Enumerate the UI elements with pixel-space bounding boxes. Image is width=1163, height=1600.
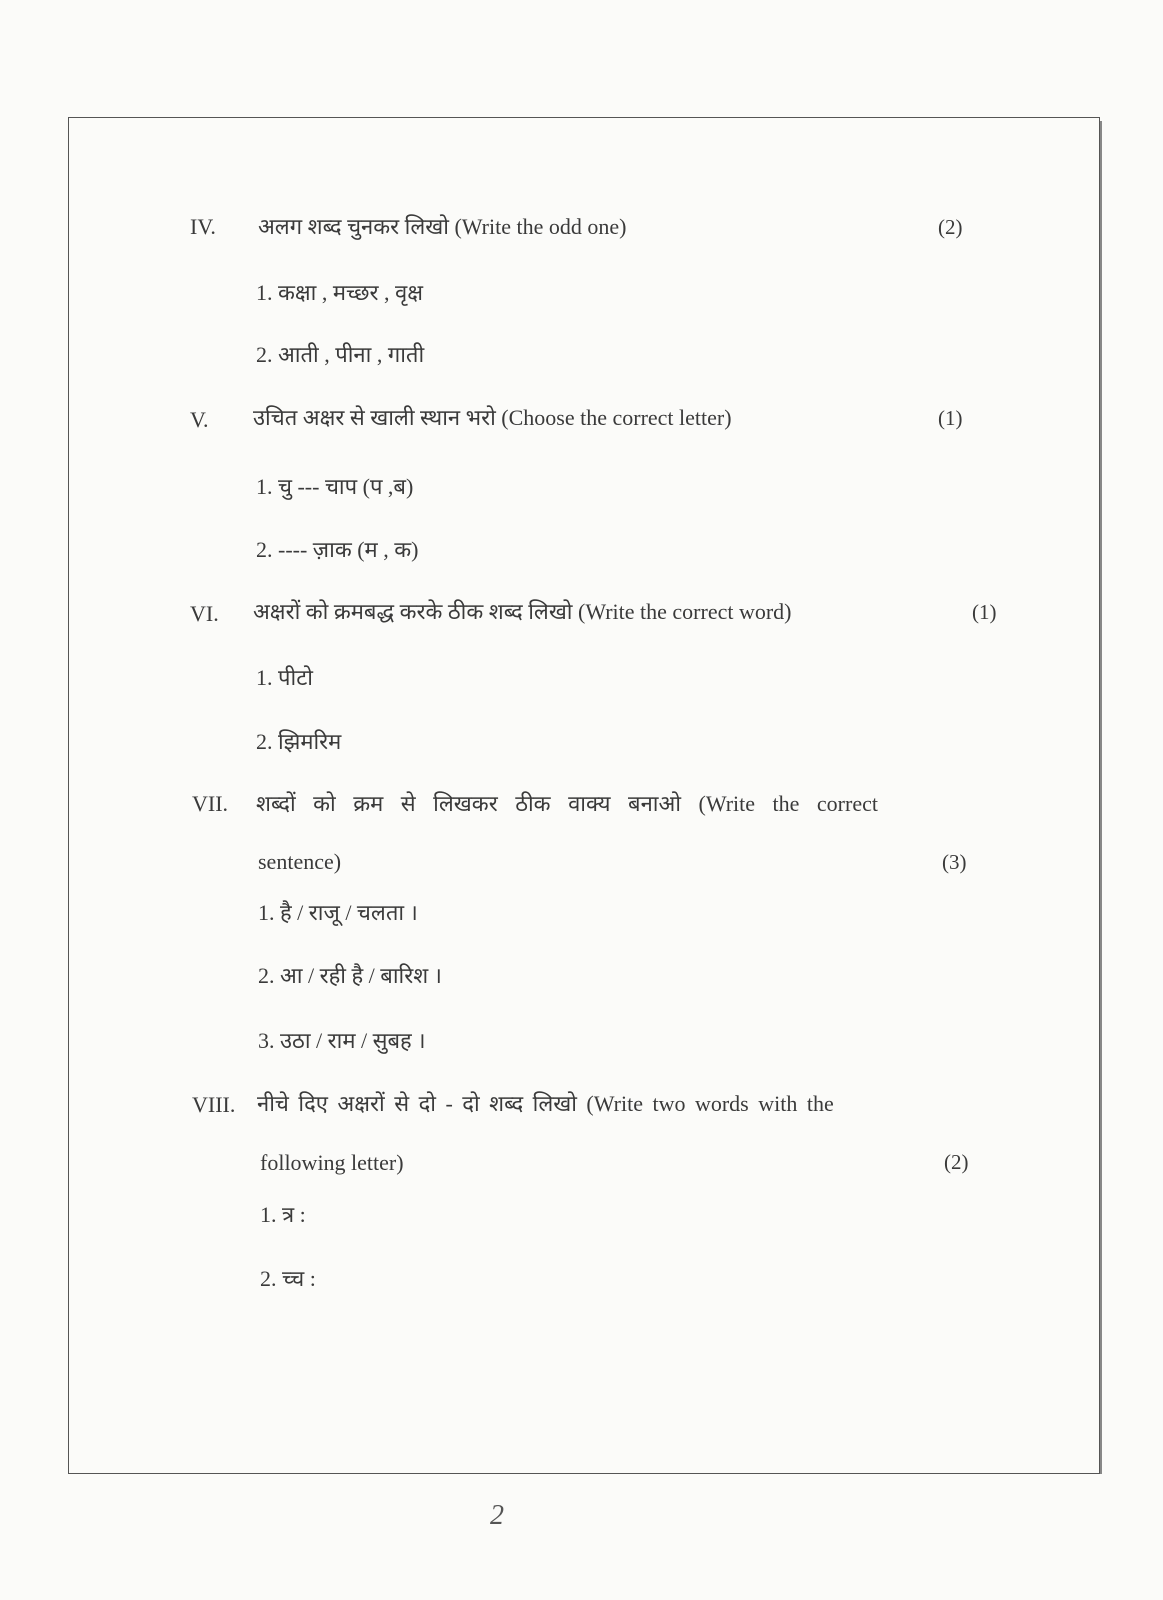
question-vii-instruction-cont: sentence) [258,849,342,874]
question-viii-item: 1. त्र : [260,1202,306,1227]
question-viii-item: 2. च्च : [260,1266,316,1291]
question-viii-instruction: नीचे दिए अक्षरों से दो - दो शब्द लिखो (Write two words with the [257,1091,834,1116]
question-iv-item: 1. कक्षा , मच्छर , वृक्ष [256,280,424,305]
question-iv-item: 2. आती , पीना , गाती [256,342,425,367]
question-vi-marks: (1) [972,600,997,624]
question-number-vi: VI. [190,601,219,626]
question-iv-marks: (2) [938,215,963,239]
question-v-item: 1. चु --- चाप (प ,ब) [256,474,414,499]
question-viii-marks: (2) [944,1150,969,1174]
question-vi-instruction: अक्षरों को क्रमबद्ध करके ठीक शब्द लिखो (Write the correct word) [253,599,792,624]
question-number-vii: VII. [192,791,229,816]
question-v-instruction: उचित अक्षर से खाली स्थान भरो (Choose the correct letter) [253,405,732,430]
question-number-v: V. [190,407,209,432]
question-vii-marks: (3) [942,850,967,874]
question-v-marks: (1) [938,406,963,430]
question-vii-instruction: शब्दों को क्रम से लिखकर ठीक वाक्य बनाओ (Write the correct [256,791,878,816]
question-number-viii: VIII. [192,1092,236,1117]
question-v-item: 2. ---- ज़ाक (म , क) [256,537,419,562]
question-vii-item: 2. आ / रही है / बारिश । [258,963,443,988]
question-vi-item: 2. झिमरिम [256,729,342,754]
question-iv-instruction: अलग शब्द चुनकर लिखो (Write the odd one) [258,214,627,239]
page-number: 2 [490,1500,504,1531]
question-vii-item: 1. है / राजू / चलता । [258,900,418,925]
question-viii-instruction-cont: following letter) [260,1150,404,1175]
question-vi-item: 1. पीटो [256,665,313,690]
question-vii-item: 3. उठा / राम / सुबह । [258,1028,426,1053]
question-number-iv: IV. [190,214,216,239]
